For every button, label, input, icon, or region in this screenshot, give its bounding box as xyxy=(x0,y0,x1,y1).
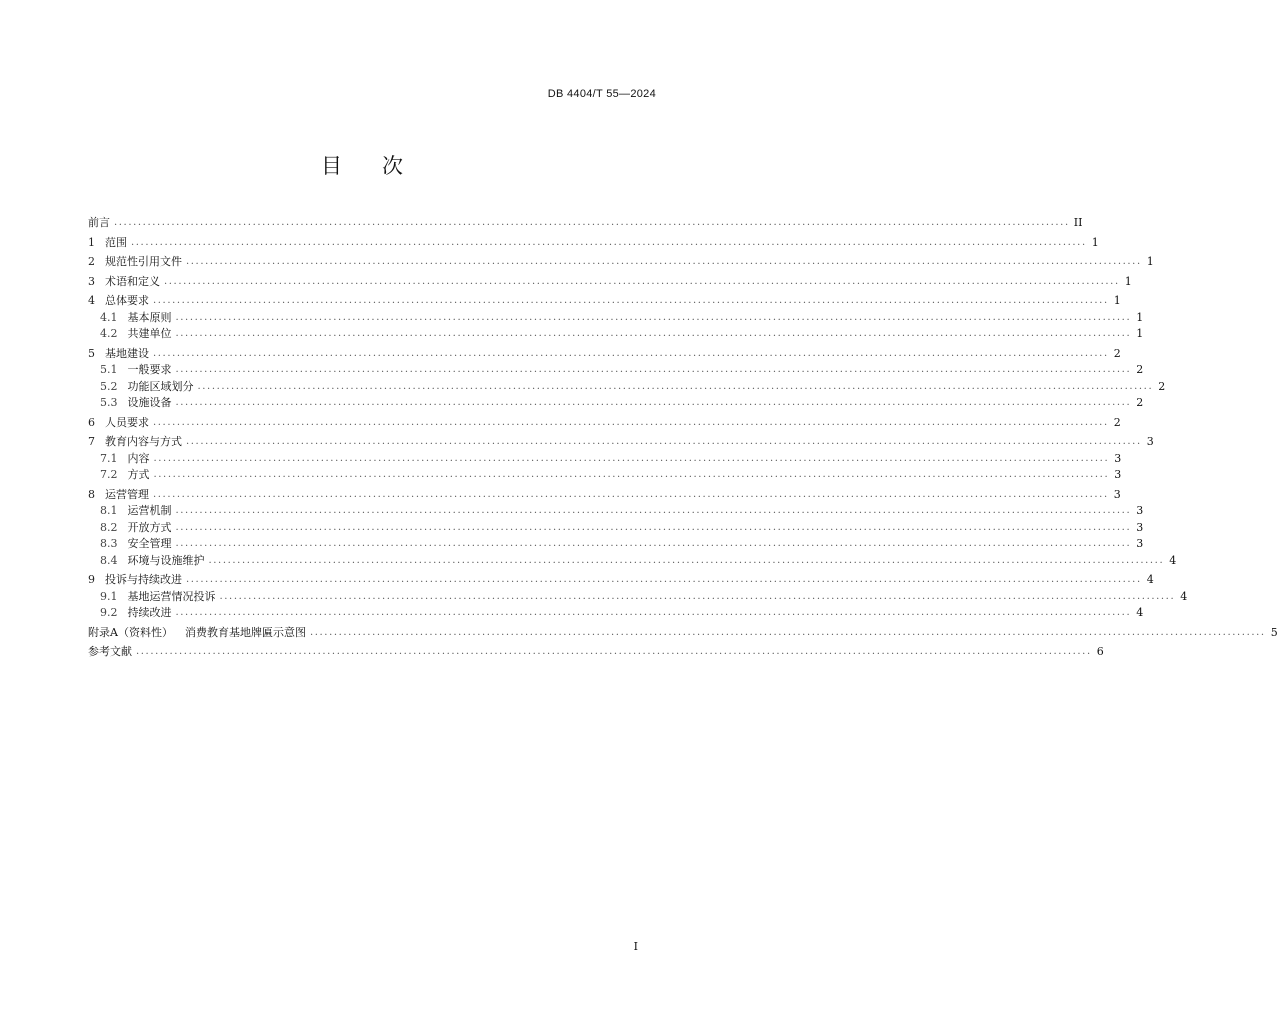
toc-leader-dots: ........................................................................................................................................................................................................ xyxy=(164,275,1120,287)
toc-leader-dots: ........................................................................................................................................................................................................ xyxy=(153,295,1109,306)
toc-entry-label xyxy=(128,469,150,481)
toc-entry-title: 持续改进 xyxy=(127,606,172,619)
toc-leader-dots: ........................................................................................................................................................................................................ xyxy=(175,607,1132,618)
toc-entry[interactable] xyxy=(88,520,1144,534)
toc-entry-number: 5.1 xyxy=(100,363,118,376)
toc-entry-label xyxy=(128,397,172,409)
toc-entry-page: 3 xyxy=(1114,451,1122,465)
toc-entry-page: 1 xyxy=(1091,235,1099,249)
toc-entry-title: 基本原则 xyxy=(127,310,172,324)
toc-entry-title: 运营机制 xyxy=(127,504,172,517)
toc-entry-page: 2 xyxy=(1136,363,1144,376)
toc-entry-number: 8.4 xyxy=(100,553,118,567)
toc-entry-label xyxy=(105,295,149,307)
toc-entry-page: 4 xyxy=(1136,606,1144,619)
toc-entry-page: 2 xyxy=(1113,415,1121,429)
toc-entry-page: 1 xyxy=(1136,310,1144,324)
toc-entry-number: 9.2 xyxy=(100,606,118,619)
toc-entry-page: 2 xyxy=(1158,379,1166,393)
toc-leader-dots: ........................................................................................................................................................................................................ xyxy=(175,521,1132,533)
toc-entry-title: 参考文献 xyxy=(88,645,132,658)
toc-entry-number: 3 xyxy=(88,274,95,288)
toc-entry-page: 1 xyxy=(1124,274,1132,288)
toc-entry-label xyxy=(128,364,172,376)
toc-entry-title: 安全管理 xyxy=(127,537,172,550)
toc-entry-label xyxy=(128,453,150,465)
toc-entry-label xyxy=(128,522,172,534)
toc-leader-dots: ........................................................................................................................................................................................................ xyxy=(136,646,1092,657)
toc-leader-dots: ........................................................................................................................................................................................................ xyxy=(175,397,1132,408)
toc-entry-title: 术语和定义 xyxy=(105,274,160,288)
toc-entry-page: 1 xyxy=(1113,294,1121,307)
toc-entry-title: 功能区域划分 xyxy=(127,379,194,393)
toc-entry-label xyxy=(105,436,182,448)
title-char-2: 次 xyxy=(382,154,403,178)
toc-entry-subtitle: 消费教育基地牌匾示意图 xyxy=(184,625,306,639)
toc-entry[interactable] xyxy=(88,645,1104,658)
toc-entry[interactable] xyxy=(88,435,1154,448)
toc-entry-label xyxy=(105,237,127,249)
toc-entry-label xyxy=(128,328,172,340)
toc-entry-page: 4 xyxy=(1146,573,1154,586)
toc-entry-number: 8.1 xyxy=(100,504,118,517)
toc-entry-label xyxy=(128,607,172,619)
toc-leader-dots: ........................................................................................................................................................................................................ xyxy=(219,590,1176,602)
document-code: DB 4404/T 55—2024 xyxy=(547,88,656,100)
toc-entry-title: 运营管理 xyxy=(105,487,149,501)
toc-entry-title: 附录A（资料性） xyxy=(88,625,173,639)
toc-entry-title: 基地运营情况投诉 xyxy=(127,589,216,603)
toc-entry-page: 3 xyxy=(1146,435,1154,448)
toc-entry-title: 基地建设 xyxy=(105,346,149,360)
toc-entry-page: 1 xyxy=(1136,327,1144,340)
toc-entry[interactable] xyxy=(88,396,1144,409)
toc-entry[interactable] xyxy=(88,504,1144,517)
toc-entry-label xyxy=(105,256,182,268)
toc-entry-title: 内容 xyxy=(127,451,150,465)
toc-entry-page: 3 xyxy=(1136,520,1144,534)
toc-entry-number: 4.2 xyxy=(100,327,118,340)
toc-entry-page: 3 xyxy=(1136,504,1144,517)
toc-entry[interactable] xyxy=(88,346,1121,360)
toc-leader-dots: ........................................................................................................................................................................................................ xyxy=(208,554,1165,566)
toc-entry-number: 5.3 xyxy=(100,396,118,409)
toc-leader-dots: ........................................................................................................................................................................................................ xyxy=(175,311,1132,323)
toc-entry[interactable] xyxy=(88,589,1188,603)
toc-entry[interactable] xyxy=(88,487,1121,501)
toc-entry-label xyxy=(105,276,160,288)
toc-entry-number: 7 xyxy=(88,435,95,448)
page-title xyxy=(0,150,724,180)
toc-entry-page: 6 xyxy=(1096,645,1104,658)
toc-entry[interactable] xyxy=(88,216,1083,229)
toc-entry-page: II xyxy=(1073,216,1083,229)
toc-entry-title: 规范性引用文件 xyxy=(105,255,182,268)
toc-entry-title: 教育内容与方式 xyxy=(105,435,182,448)
toc-entry-title: 环境与设施维护 xyxy=(127,553,205,567)
toc-entry[interactable] xyxy=(88,451,1122,465)
toc-entry[interactable] xyxy=(88,363,1144,376)
toc-leader-dots: ........................................................................................................................................................................................................ xyxy=(114,217,1070,228)
toc-leader-dots: ........................................................................................................................................................................................................ xyxy=(186,574,1142,585)
toc-leader-dots: ........................................................................................................................................................................................................ xyxy=(153,416,1109,428)
toc-entry[interactable] xyxy=(88,274,1132,288)
toc-entry-page: 3 xyxy=(1136,537,1144,550)
toc-entry-number: 8.2 xyxy=(100,520,118,534)
toc-leader-dots: ........................................................................................................................................................................................................ xyxy=(197,380,1154,392)
toc-entry[interactable] xyxy=(88,573,1154,586)
title-char-1: 目 xyxy=(321,154,342,178)
toc-entry[interactable] xyxy=(88,468,1122,481)
toc-entry-label xyxy=(88,627,306,639)
toc-entry-number: 4.1 xyxy=(100,310,118,324)
toc-entry-number: 7.2 xyxy=(100,468,118,481)
toc-entry-title: 范围 xyxy=(105,235,127,249)
toc-leader-dots: ........................................................................................................................................................................................................ xyxy=(175,364,1132,375)
toc-entry[interactable] xyxy=(88,255,1154,268)
toc-entry-label xyxy=(128,555,205,567)
toc-entry[interactable] xyxy=(88,310,1144,324)
toc-entry[interactable] xyxy=(88,625,1278,639)
footer-page-number: I xyxy=(633,940,638,953)
toc-entry-number: 5.2 xyxy=(100,379,118,393)
toc-entry-number: 6 xyxy=(88,415,95,429)
toc-leader-dots: ........................................................................................................................................................................................................ xyxy=(153,469,1110,480)
toc-entry[interactable] xyxy=(88,379,1166,393)
toc-entry-label xyxy=(88,646,132,658)
toc-entry-title: 开放方式 xyxy=(127,520,172,534)
toc-entry-page: 2 xyxy=(1113,346,1121,360)
toc-entry-label xyxy=(105,348,149,360)
toc-entry-number: 9 xyxy=(88,573,95,586)
toc-entry[interactable] xyxy=(88,415,1121,429)
toc-entry[interactable] xyxy=(88,294,1121,307)
toc-leader-dots: ........................................................................................................................................................................................................ xyxy=(153,452,1110,464)
toc-entry-label xyxy=(128,505,172,517)
toc-entry-number: 8.3 xyxy=(100,537,118,550)
toc-entry-label xyxy=(128,381,194,393)
toc-entry-number: 7.1 xyxy=(100,451,118,465)
toc-entry-number: 1 xyxy=(88,235,95,249)
toc-entry-label xyxy=(88,217,110,229)
toc-entry-page: 4 xyxy=(1169,553,1177,567)
toc-entry-label xyxy=(128,312,172,324)
toc-entry-page: 3 xyxy=(1113,487,1121,501)
toc-leader-dots: ........................................................................................................................................................................................................ xyxy=(186,256,1142,267)
toc-entry-number: 5 xyxy=(88,346,95,360)
toc-entry-label xyxy=(128,591,216,603)
toc-entry-label xyxy=(105,489,149,501)
toc-entry-page: 3 xyxy=(1114,468,1122,481)
toc-entry[interactable] xyxy=(88,606,1144,619)
toc-entry[interactable] xyxy=(88,235,1099,249)
toc-leader-dots: ........................................................................................................................................................................................................ xyxy=(153,488,1109,500)
toc-entry-number: 8 xyxy=(88,487,95,501)
toc-entry-page: 4 xyxy=(1180,589,1188,603)
toc-entry[interactable] xyxy=(88,553,1177,567)
toc-entry-title: 人员要求 xyxy=(105,415,149,429)
toc-leader-dots: ........................................................................................................................................................................................................ xyxy=(131,236,1087,248)
toc-entry-title: 一般要求 xyxy=(127,363,172,376)
toc-entry[interactable] xyxy=(88,537,1144,550)
toc-entry-title: 前言 xyxy=(88,216,110,229)
toc-entry-number: 9.1 xyxy=(100,589,118,603)
toc-leader-dots: ........................................................................................................................................................................................................ xyxy=(175,538,1132,549)
toc-entry-title: 共建单位 xyxy=(127,327,172,340)
toc-entry-label xyxy=(105,417,149,429)
toc-entry[interactable] xyxy=(88,327,1144,340)
toc-entry-page: 5 xyxy=(1270,625,1278,639)
table-of-contents xyxy=(88,216,1278,658)
toc-entry-title: 投诉与持续改进 xyxy=(105,573,182,586)
toc-entry-title: 总体要求 xyxy=(105,294,149,307)
toc-entry-title: 设施设备 xyxy=(127,396,172,409)
toc-entry-label xyxy=(128,538,172,550)
toc-entry-page: 2 xyxy=(1136,396,1144,409)
toc-entry-number: 4 xyxy=(88,294,95,307)
toc-entry-number: 2 xyxy=(88,255,95,268)
toc-leader-dots: ........................................................................................................................................................................................................ xyxy=(186,436,1142,447)
toc-leader-dots: ........................................................................................................................................................................................................ xyxy=(175,328,1132,339)
toc-leader-dots: ........................................................................................................................................................................................................ xyxy=(175,505,1132,516)
toc-entry-label xyxy=(105,574,182,586)
toc-entry-title: 方式 xyxy=(127,468,150,481)
toc-leader-dots: ........................................................................................................................................................................................................ xyxy=(153,347,1109,359)
toc-entry-page: 1 xyxy=(1146,255,1154,268)
toc-leader-dots: ........................................................................................................................................................................................................ xyxy=(309,626,1266,638)
